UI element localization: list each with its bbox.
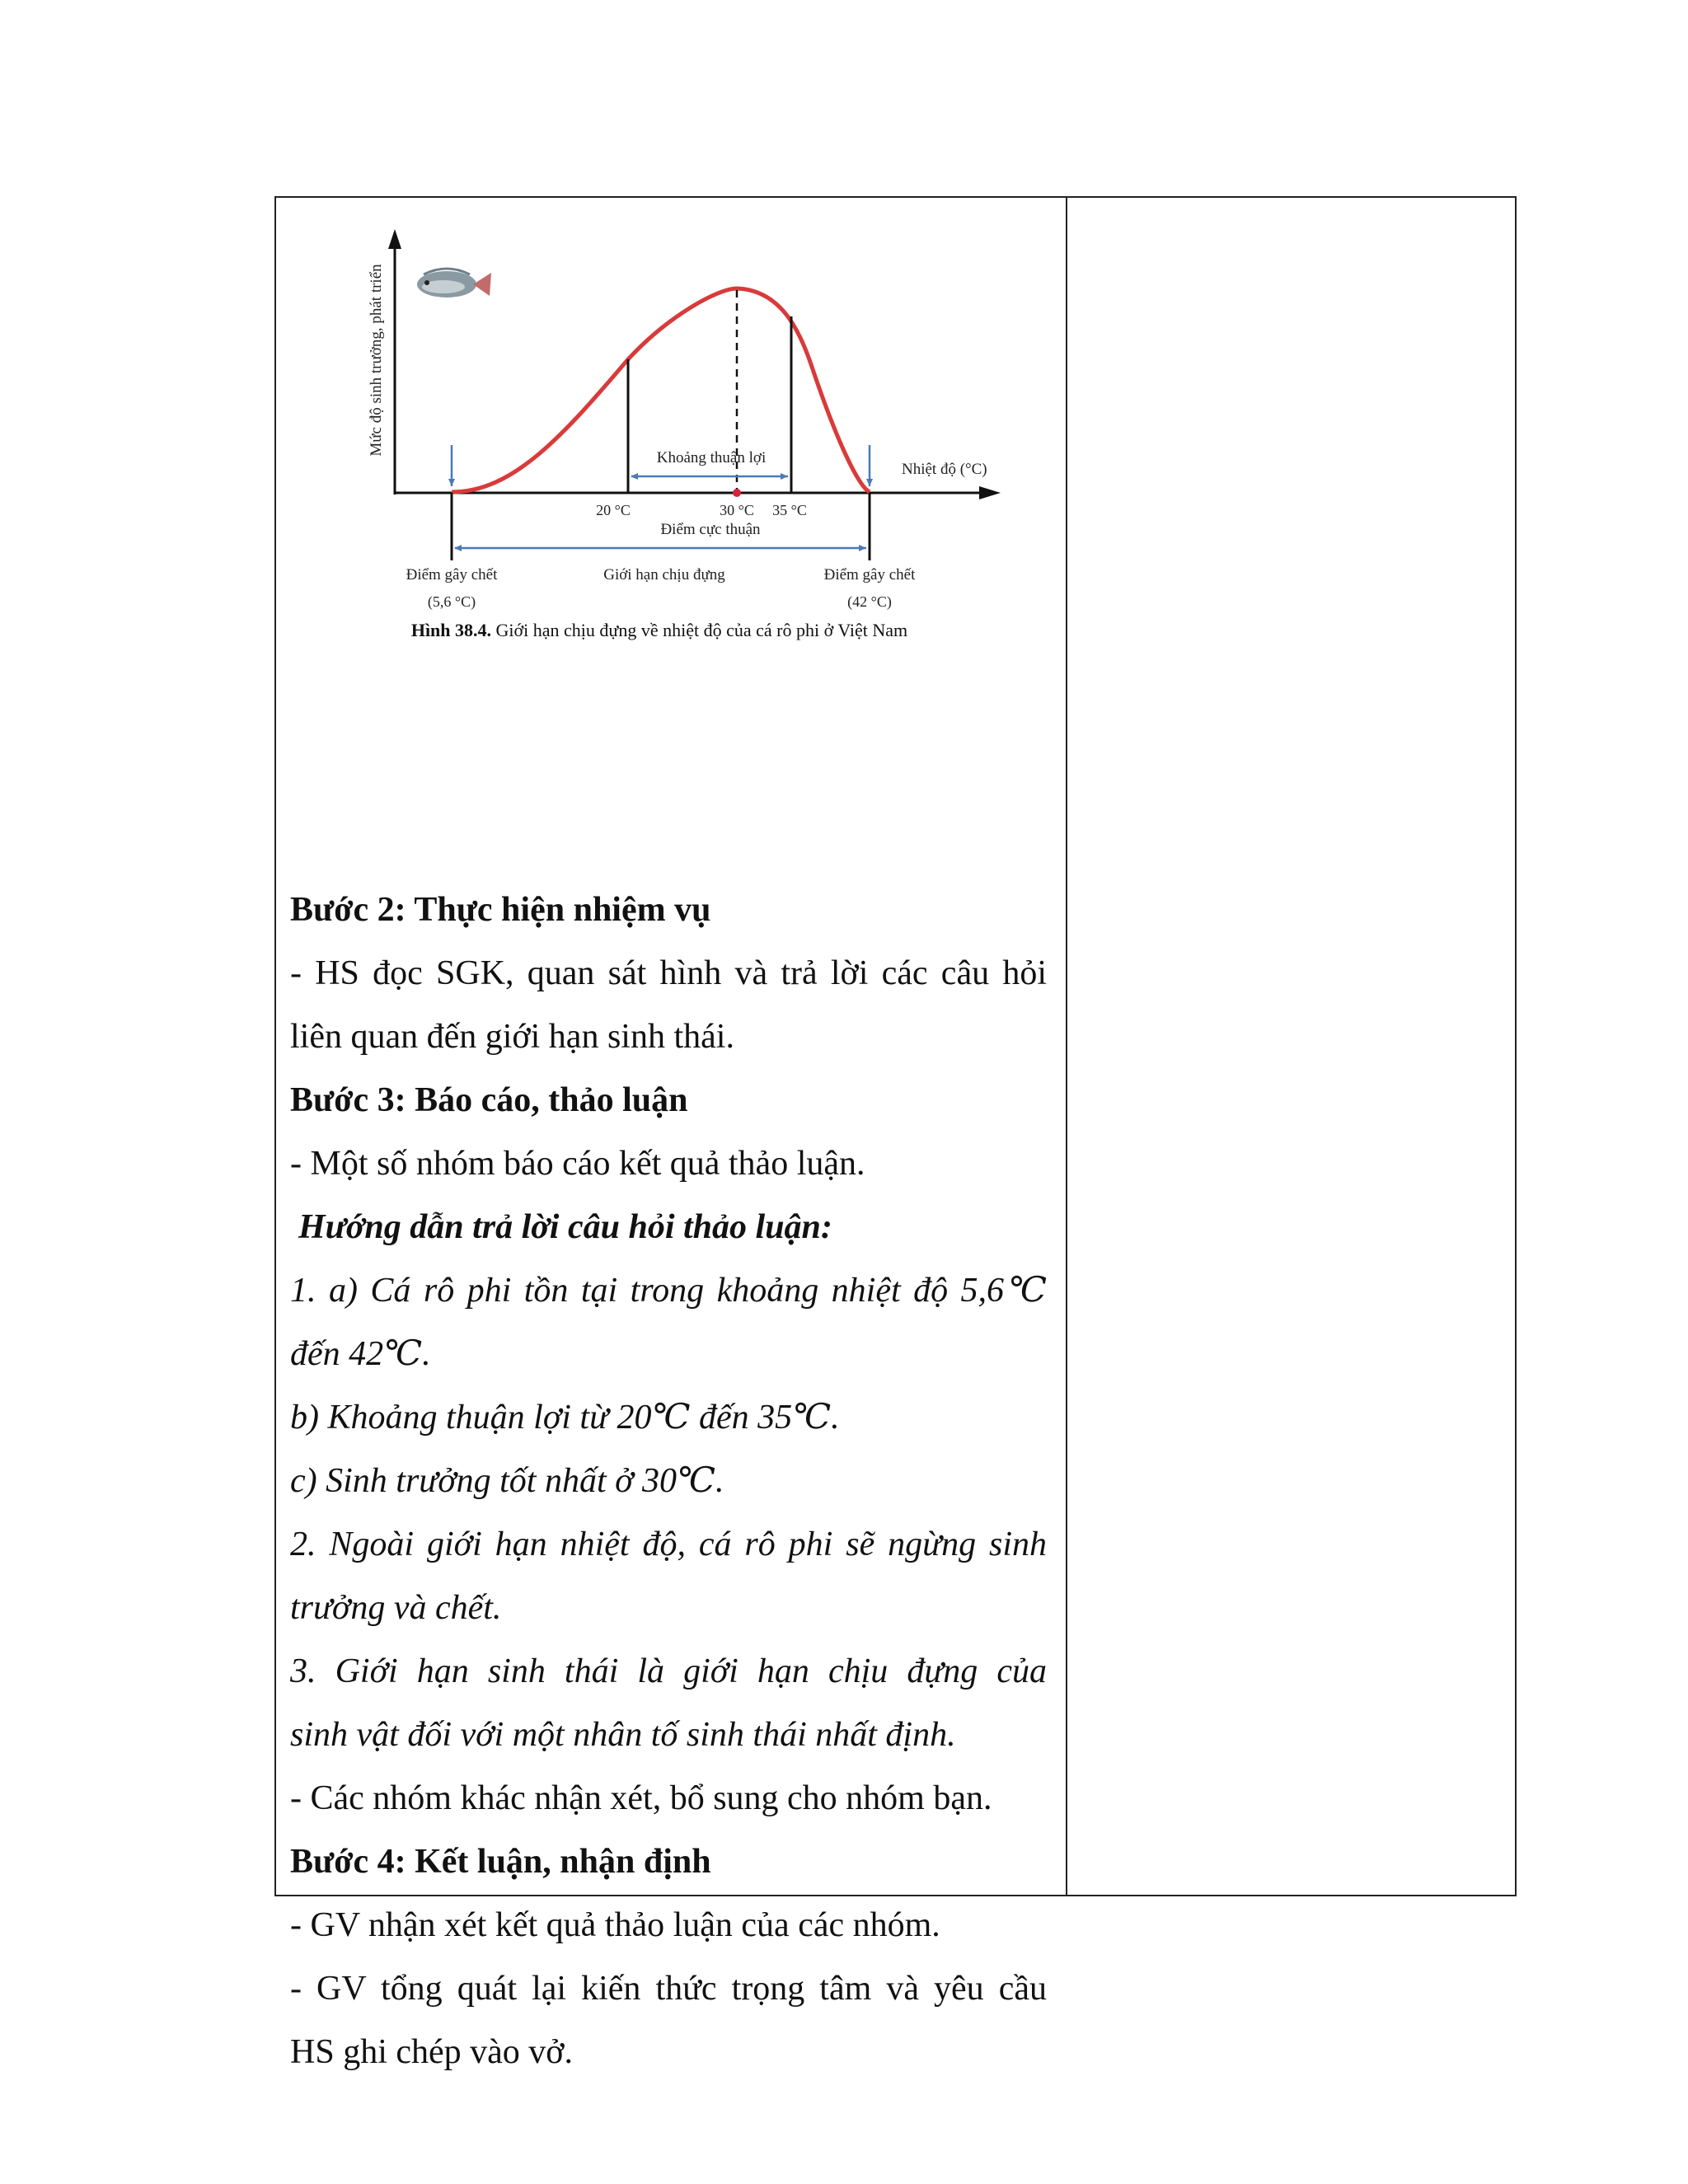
temperature-tolerance-chart: [290, 198, 1053, 659]
tick-35c: 35 °C: [772, 502, 807, 518]
y-axis-label: Mức độ sinh trưởng, phát triển: [368, 264, 385, 457]
step2-line1: - HS đọc SGK, quan sát hình và trả lời các câu hỏi: [290, 954, 1047, 992]
death-point-high-label: Điểm gây chết: [823, 566, 916, 583]
answer1-line2: đến 42℃.: [290, 1335, 431, 1373]
answer1-b: b) Khoảng thuận lợi từ 20℃ đến 35℃.: [290, 1399, 840, 1436]
x-axis-label: Nhiệt độ (°C): [902, 461, 987, 478]
step2-title: Bước 2: Thực hiện nhiệm vụ: [290, 891, 711, 929]
step4-line1: - GV nhận xét kết quả thảo luận của các nhóm.: [290, 1906, 940, 1944]
step4-line3: HS ghi chép vào vở.: [290, 2033, 573, 2071]
content-table: [274, 196, 1517, 2071]
figure-38-4: [290, 198, 1053, 659]
answer3-line1: 3. Giới hạn sinh thái là giới hạn chịu đựng của: [290, 1652, 1047, 1690]
answer1-line1: 1. a) Cá rô phi tồn tại trong khoảng nhiệt độ 5,6℃: [290, 1272, 1047, 1310]
step4-title: Bước 4: Kết luận, nhận định: [290, 1843, 711, 1881]
step2-line2: liên quan đến giới hạn sinh thái.: [290, 1018, 734, 1056]
step4-line2: - GV tổng quát lại kiến thức trọng tâm và yêu cầu: [290, 1970, 1047, 2008]
step3-line2: - Các nhóm khác nhận xét, bổ sung cho nhóm bạn.: [290, 1779, 992, 1817]
discussion-text: [290, 879, 1047, 2084]
optimum-label: Điểm cực thuận: [660, 521, 761, 538]
x-axis-arrowhead: [979, 486, 1001, 499]
step3-line1: - Một số nhóm báo cáo kết quả thảo luận.: [290, 1145, 865, 1183]
y-axis-arrowhead: [388, 229, 401, 249]
column-divider: [1066, 198, 1067, 1895]
answer1-c: c) Sinh trưởng tốt nhất ở 30℃.: [290, 1462, 724, 1500]
caption-rest: Giới hạn chịu đựng về nhiệt độ của cá rô phi ở Việt Nam: [491, 620, 908, 640]
left-column: [290, 198, 1053, 659]
answer3-line2: sinh vật đối với một nhân tố sinh thái nhất định.: [290, 1716, 956, 1754]
favorable-range-label: Khoảng thuận lợi: [656, 449, 767, 466]
death-point-high-value: (42 °C): [847, 593, 892, 610]
death-point-low-value: (5,6 °C): [427, 593, 476, 610]
caption-bold: Hình 38.4.: [410, 620, 492, 640]
figure-caption: [411, 620, 907, 640]
fish-icon: [417, 269, 491, 298]
step3-title: Bước 3: Báo cáo, thảo luận: [290, 1081, 688, 1119]
optimum-dot: [733, 489, 741, 497]
guide-title: Hướng dẫn trả lời câu hỏi thảo luận:: [298, 1208, 832, 1246]
tolerance-label: Giới hạn chịu đựng: [603, 566, 725, 583]
answer2-line1: 2. Ngoài giới hạn nhiệt độ, cá rô phi sẽ ngừng sinh: [290, 1526, 1047, 1563]
death-point-low-label: Điểm gây chết: [406, 566, 498, 583]
answer2-line2: trưởng và chết.: [290, 1589, 502, 1627]
tick-30c: 30 °C: [720, 502, 754, 518]
tick-20c: 20 °C: [596, 502, 631, 518]
